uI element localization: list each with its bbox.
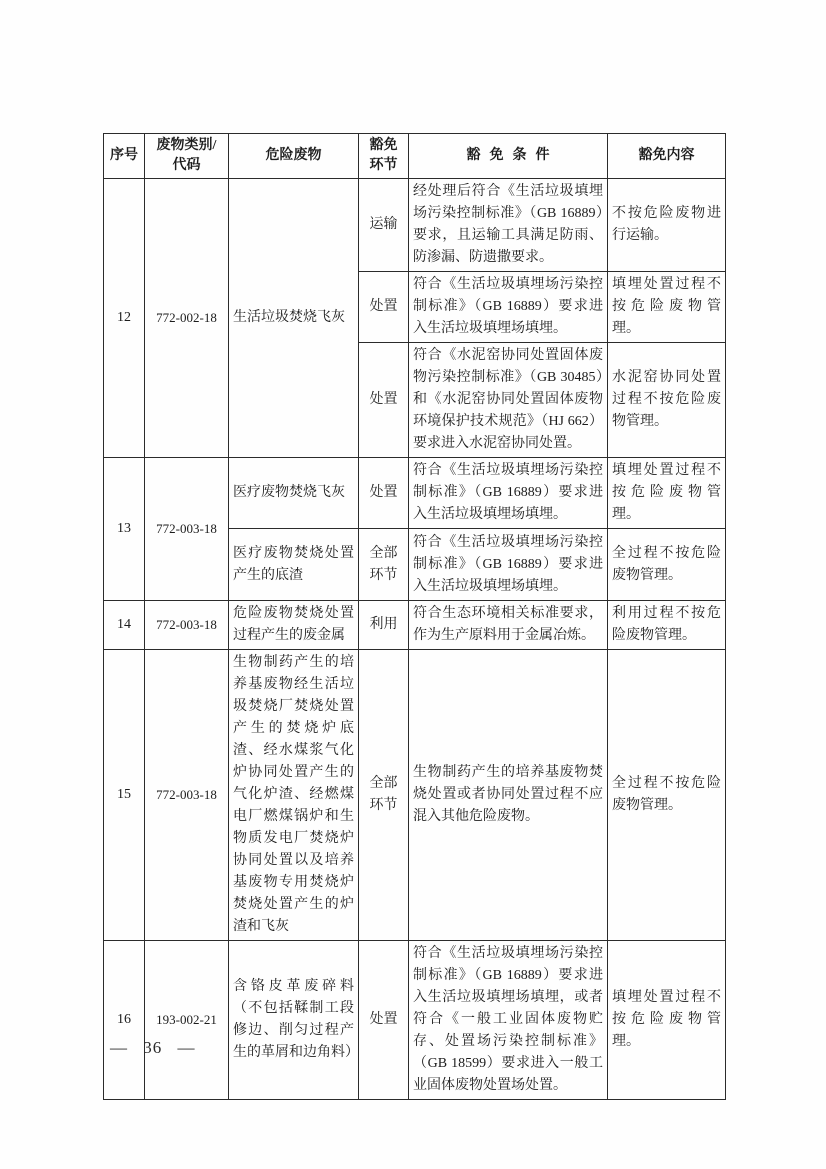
cell-content: 填埋处置过程不按危险废物管理。 (608, 458, 726, 529)
col-header-category (145, 134, 229, 179)
table-row (104, 601, 726, 650)
cell-condition: 符合《生活垃圾填埋场污染控制标准》（GB 16889）要求进入生活垃圾填埋场填埋。 (409, 272, 608, 343)
col-header-condition-text: 豁免条件 (466, 148, 559, 163)
cell-code: 772-002-18 (145, 179, 229, 458)
col-header-content: 豁免内容 (608, 134, 726, 179)
cell-waste: 医疗废物焚烧飞灰 (229, 458, 359, 529)
cell-waste: 危险废物焚烧处置过程产生的废金属 (229, 601, 359, 650)
table-row (104, 179, 726, 272)
cell-content: 不按危险废物进行运输。 (608, 179, 726, 272)
cell-stage: 运输 (359, 179, 409, 272)
cell-content: 全过程不按危险废物管理。 (608, 529, 726, 601)
cell-condition: 符合《生活垃圾填埋场污染控制标准》（GB 16889）要求进入生活垃圾填埋场填埋。 (409, 529, 608, 601)
cell-no: 13 (104, 458, 145, 601)
cell-condition: 符合生态环境相关标准要求，作为生产原料用于金属冶炼。 (409, 601, 608, 650)
page-number: — 36 — (110, 1038, 196, 1057)
col-header-category-line1: 废物类别/ (156, 138, 217, 153)
cell-waste: 医疗废物焚烧处置产生的底渣 (229, 529, 359, 601)
cell-no: 15 (104, 650, 145, 941)
cell-content: 利用过程不按危险废物管理。 (608, 601, 726, 650)
col-header-category-line2: 代码 (172, 158, 201, 173)
cell-condition: 经处理后符合《生活垃圾填埋场污染控制标准》（GB 16889）要求，且运输工具满足防雨、防渗漏、防遗撒要求。 (409, 179, 608, 272)
cell-code: 772-003-18 (145, 601, 229, 650)
cell-condition: 符合《生活垃圾填埋场污染控制标准》（GB 16889）要求进入生活垃圾填埋场填埋。 (409, 458, 608, 529)
cell-no: 14 (104, 601, 145, 650)
cell-code: 193-002-21 (145, 941, 229, 1100)
cell-stage: 处置 (359, 458, 409, 529)
cell-stage: 全部环节 (359, 529, 409, 601)
cell-no: 12 (104, 179, 145, 458)
cell-waste: 生物制药产生的培养基废物经生活垃圾焚烧厂焚烧处置产生的焚烧炉底渣、经水煤浆气化炉协同处置产生的气化炉渣、经燃煤电厂燃煤锅炉和生物质发电厂焚烧炉协同处置以及培养基废物专用焚烧炉焚烧处置产生的炉渣和飞灰 (229, 650, 359, 941)
cell-no: 16 (104, 941, 145, 1100)
col-header-condition (409, 134, 608, 179)
col-header-stage-line2: 环节 (369, 158, 398, 173)
cell-condition: 符合《水泥窑协同处置固体废物污染控制标准》（GB 30485）和《水泥窑协同处置固体废物环境保护技术规范》（HJ 662）要求进入水泥窑协同处置。 (409, 343, 608, 458)
cell-content: 填埋处置过程不按危险废物管理。 (608, 941, 726, 1100)
exemption-table (103, 133, 726, 1100)
cell-code: 772-003-18 (145, 458, 229, 601)
table-row (104, 650, 726, 941)
cell-waste: 含铬皮革废碎料（不包括鞣制工段修边、削匀过程产生的革屑和边角料） (229, 941, 359, 1100)
cell-stage: 处置 (359, 272, 409, 343)
col-header-no: 序号 (104, 134, 145, 179)
cell-content: 全过程不按危险废物管理。 (608, 650, 726, 941)
col-header-stage-line1: 豁免 (369, 138, 398, 153)
cell-stage: 全部环节 (359, 650, 409, 941)
cell-code: 772-003-18 (145, 650, 229, 941)
table-row (104, 458, 726, 529)
cell-content: 水泥窑协同处置过程不按危险废物管理。 (608, 343, 726, 458)
cell-stage: 处置 (359, 343, 409, 458)
cell-condition: 符合《生活垃圾填埋场污染控制标准》（GB 16889）要求进入生活垃圾填埋场填埋，或者符合《一般工业固体废物贮存、处置场污染控制标准》（GB 18599）要求进入一般工业固体废物处置场处置。 (409, 941, 608, 1100)
cell-condition: 生物制药产生的培养基废物焚烧处置或者协同处置过程不应混入其他危险废物。 (409, 650, 608, 941)
col-header-stage (359, 134, 409, 179)
cell-content: 填埋处置过程不按危险废物管理。 (608, 272, 726, 343)
cell-stage: 处置 (359, 941, 409, 1100)
table-header-row (104, 134, 726, 179)
cell-stage: 利用 (359, 601, 409, 650)
cell-waste: 生活垃圾焚烧飞灰 (229, 179, 359, 458)
col-header-waste: 危险废物 (229, 134, 359, 179)
table-row (104, 941, 726, 1100)
